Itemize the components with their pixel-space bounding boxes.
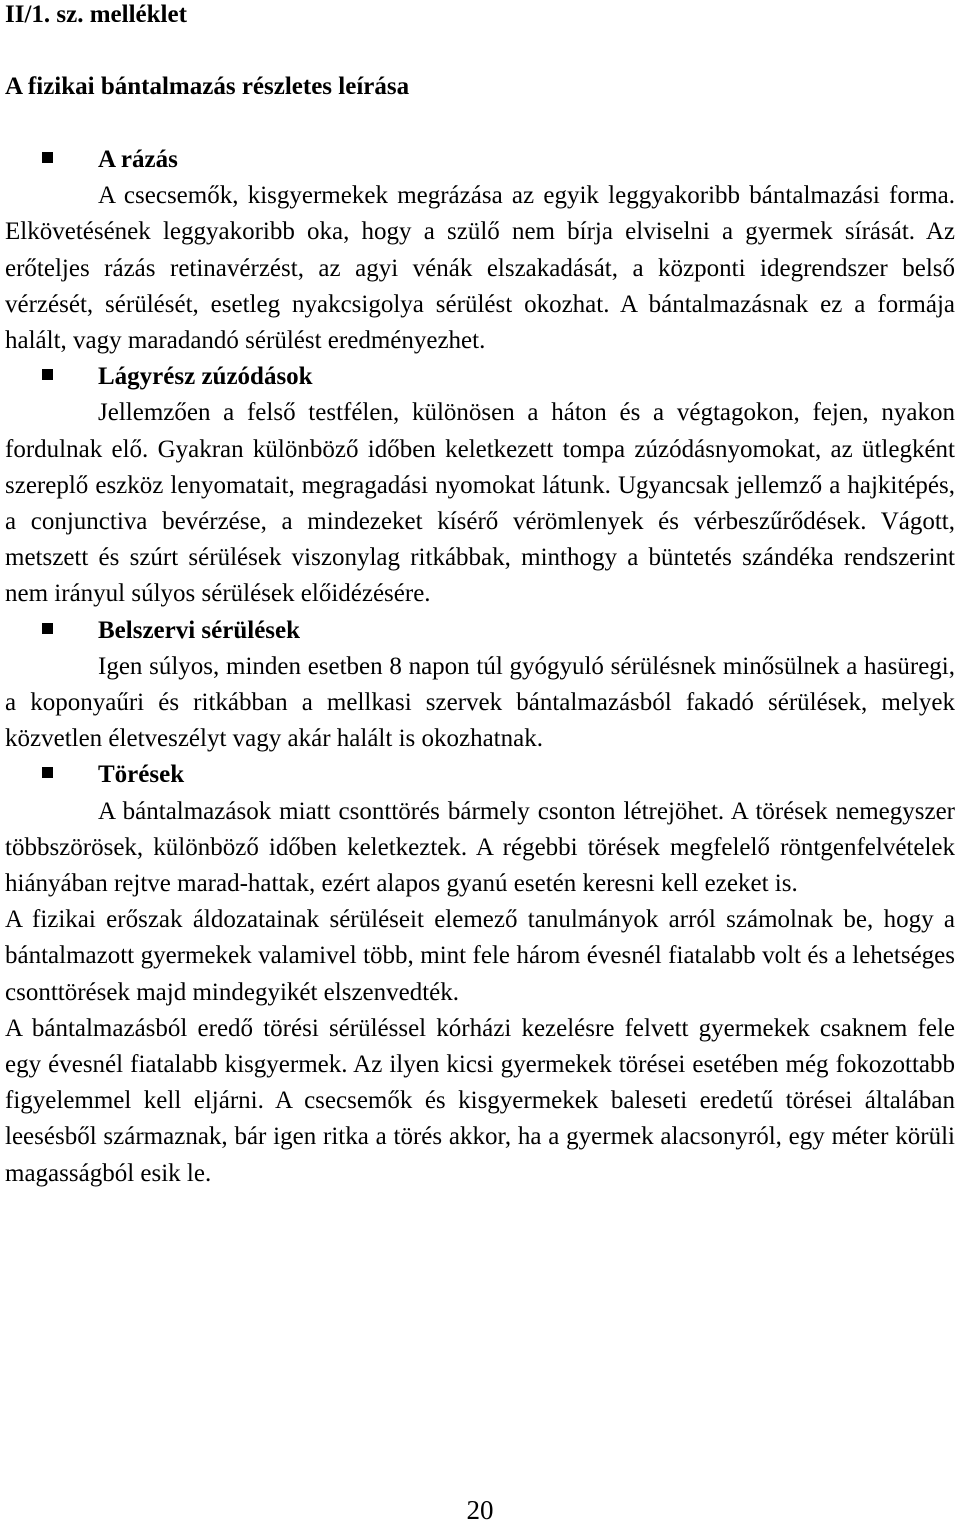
section-title: Lágyrész zúzódások [98, 363, 313, 391]
document-title: A fizikai bántalmazás részletes leírása [5, 73, 410, 100]
section-text: Jellemzően a felső testfélen, különösen a háton és a végtagokon, fejen, nyakon fordulnak elő. Gyakran különböző időben keletkezett tompa zúzódásnyomokat, az ütlegként szereplő eszköz lenyomatait, megragadási nyomokat látunk. Ugyancsak jellemző a hajkitépés, a conjunctiva bevérzése, a mindezeket kísérő vérömlenyek és vérbeszűrődések. Vágott, metszett és szúrt sérülések viszonylag ritkábbak, minthogy a büntetés szándéka rendszerint nem irányul súlyos sérülések előidézésére. [5, 399, 955, 608]
section-title: Törések [98, 761, 185, 789]
section-fractures [5, 757, 955, 902]
section-heading [5, 142, 955, 178]
annex-label: II/1. sz. melléklet [5, 1, 187, 28]
section-shaking [5, 142, 955, 359]
square-bullet-icon [42, 152, 53, 163]
section-heading [5, 613, 955, 649]
section-heading [5, 359, 955, 395]
section-internal-injuries [5, 613, 955, 758]
section-text: Igen súlyos, minden esetben 8 napon túl gyógyuló sérülésnek minősülnek a hasüregi, a koponyaűri és ritkábban a mellkasi szervek bántalmazásból fakadó sérülések, melyek közvetlen életveszélyt vagy akár halált is okozhatnak. [5, 652, 955, 753]
section-title: Belszervi sérülések [98, 616, 301, 644]
section-text: A bántalmazások miatt csonttörés bármely csonton létrejöhet. A törések nemegyszer többszörösek, különböző időben keletkeztek. A régebbi törések megfelelő röntgenfelvételek hiányában rejtve marad-hattak, ezért alapos gyanú esetén keresni kell ezeket is. [5, 797, 955, 897]
body-paragraph: A fizikai erőszak áldozatainak sérüléseit elemező tanulmányok arról számolnak be, hogy a bántalmazott gyermekek valamivel több, mint fele három évesnél fiatalabb volt és a lehetséges csonttörések majd mindegyikét elszenvedték. [5, 906, 955, 1006]
document-page [5, 0, 955, 1192]
section-title: A rázás [98, 146, 178, 173]
section-soft-tissue-bruises [5, 359, 955, 612]
sections-container [5, 142, 955, 1192]
section-heading [5, 757, 955, 793]
square-bullet-icon [42, 767, 53, 778]
body-paragraph: A bántalmazásból eredő törési sérüléssel kórházi kezelésre felvett gyermekek csaknem fele egy évesnél fiatalabb kisgyermek. Az ilyen kicsi gyermekek törései esetében még fokozottabb figyelemmel kell eljárni. A csecsemők és kisgyermekek baleseti eredetű törései általában leesésből származnak, bár igen ritka a törés akkor, ha a gyermek alacsonyról, egy méter körüli magasságból esik le. [5, 1014, 955, 1187]
square-bullet-icon [42, 623, 53, 634]
section-text: A csecsemők, kisgyermekek megrázása az egyik leggyakoribb bántalmazási forma. Elkövetésének leggyakoribb oka, hogy a szülő nem bírja elviselni a gyermek sírását. Az erőteljes rázás retinavérzést, az agyi vénák elszakadását, a központi idegrendszer belső vérzését, sérülését, esetleg nyakcsigolya sérülést okozhat. A bántalmazásnak ez a formája halált, vagy maradandó sérülést eredményezhet. [5, 182, 955, 354]
page-number: 20 [466, 1495, 494, 1525]
square-bullet-icon [42, 369, 53, 380]
